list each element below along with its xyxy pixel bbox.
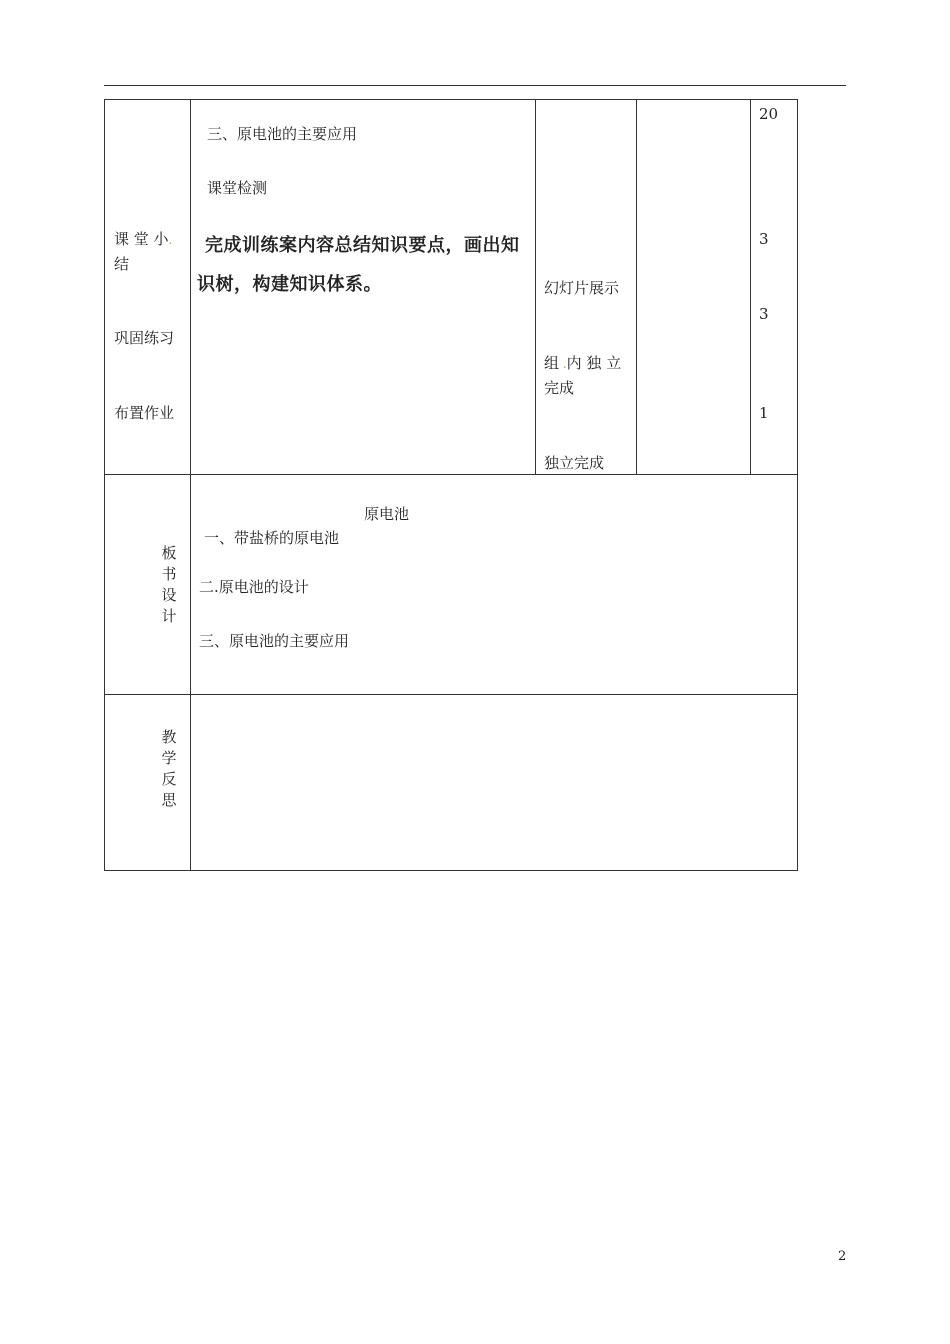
group-work-line2: 完成 — [544, 379, 575, 397]
board-design-label: 板书设计 — [161, 544, 177, 625]
board-line-3: 三、原电池的主要应用 — [199, 632, 350, 650]
slideshow-text: 幻灯片展示 — [544, 279, 620, 297]
board-line-2: 二.原电池的设计 — [199, 578, 309, 596]
header-rule — [104, 85, 846, 86]
independent-work-text: 独立完成 — [544, 454, 605, 472]
task-text-line1: 完成训练案内容总结知识要点，画出知 — [205, 235, 520, 256]
task-text-line2: 识树，构建知识体系。 — [197, 274, 382, 295]
practice-label: 巩固练习 — [114, 329, 175, 347]
summary-label-line1: 课 堂 小. — [114, 230, 173, 248]
minutes-1: 20 — [759, 105, 779, 123]
group-work-line1: 组 .内 独 立 — [544, 354, 622, 372]
minutes-3: 3 — [759, 305, 769, 323]
minutes-2: 3 — [759, 230, 769, 248]
minutes-4: 1 — [759, 404, 769, 422]
homework-label: 布置作业 — [114, 404, 175, 422]
application-heading: 三、原电池的主要应用 — [207, 125, 358, 143]
summary-label-line2: 结 — [114, 255, 130, 273]
board-title: 原电池 — [364, 505, 410, 523]
board-line-1: 一、带盐桥的原电池 — [204, 529, 340, 547]
page-number: 2 — [838, 1249, 847, 1264]
reflection-label: 教学反思 — [161, 728, 177, 809]
classroom-test-label: 课堂检测 — [207, 179, 268, 197]
